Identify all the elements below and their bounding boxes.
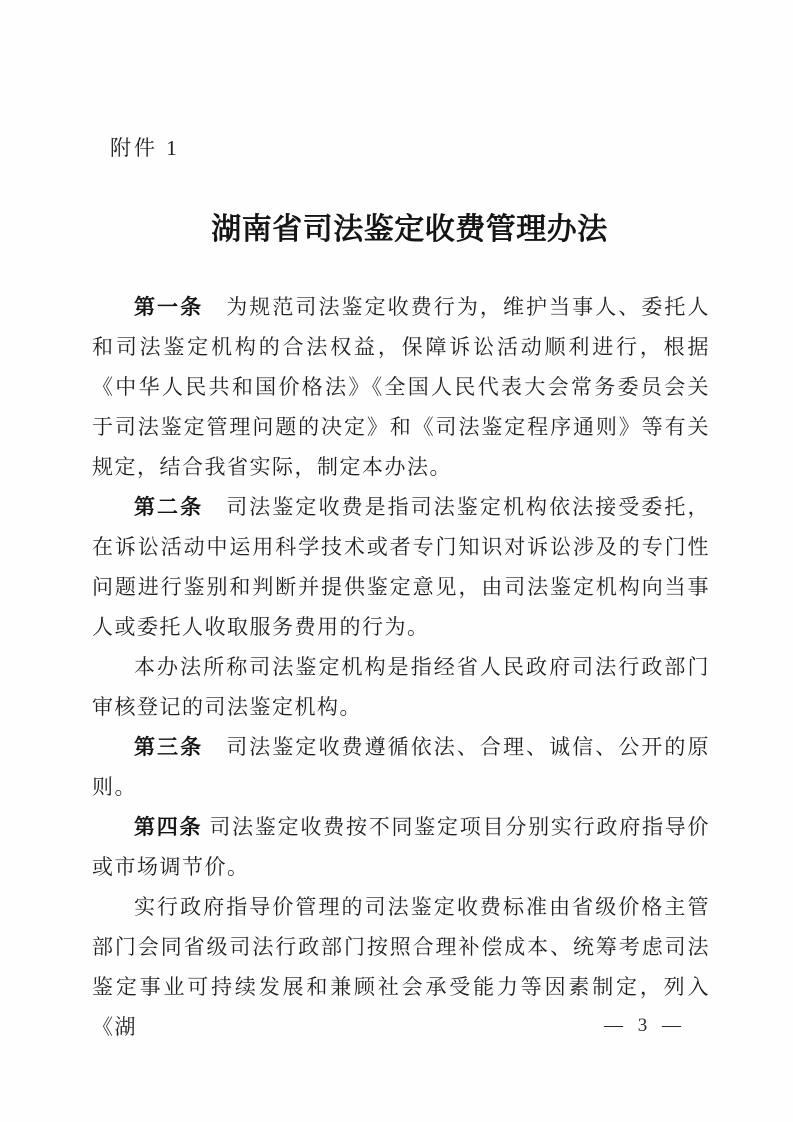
- attachment-label: 附件 1: [110, 136, 180, 160]
- article-2-label: 第二条: [134, 495, 204, 519]
- paragraph-article-2: [92, 487, 710, 647]
- document-body: [92, 287, 710, 1047]
- paragraph-article-3: [92, 727, 710, 807]
- article-4-text: 司法鉴定收费按不同鉴定项目分别实行政府指导价或市场调节价。: [92, 815, 711, 879]
- article-3-text: 司法鉴定收费遵循依法、合理、诚信、公开的原则。: [92, 735, 710, 799]
- paragraph-article-1: [92, 287, 710, 487]
- paragraph-article-2-continued: [92, 647, 710, 727]
- article-3-label: 第三条: [134, 735, 204, 759]
- article-4-label: 第四条: [134, 815, 203, 839]
- page-number: — 3 —: [604, 1015, 686, 1036]
- article-1-label: 第一条: [134, 295, 204, 319]
- paragraph-article-4: [92, 807, 710, 887]
- article-4-supplement-text: 实行政府指导价管理的司法鉴定收费标准由省级价格主管部门会同省级司法行政部门按照合理补偿成本、统筹考虑司法鉴定事业可持续发展和兼顾社会承受能力等因素制定，列入《湖: [92, 895, 710, 1039]
- page-title: 湖南省司法鉴定收费管理办法: [211, 213, 608, 246]
- article-2-supplement-text: 本办法所称司法鉴定机构是指经省人民政府司法行政部门审核登记的司法鉴定机构。: [92, 655, 710, 719]
- article-1-text: 为规范司法鉴定收费行为，维护当事人、委托人和司法鉴定机构的合法权益，保障诉讼活动顺利进行，根据《中华人民共和国价格法》《全国人民代表大会常务委员会关于司法鉴定管理问题的决定》和《司法鉴定程序通则》等有关规定，结合我省实际，制定本办法。: [92, 295, 710, 479]
- article-2-text: 司法鉴定收费是指司法鉴定机构依法接受委托，在诉讼活动中运用科学技术或者专门知识对诉讼涉及的专门性问题进行鉴别和判断并提供鉴定意见，由司法鉴定机构向当事人或委托人收取服务费用的行为。: [92, 495, 710, 639]
